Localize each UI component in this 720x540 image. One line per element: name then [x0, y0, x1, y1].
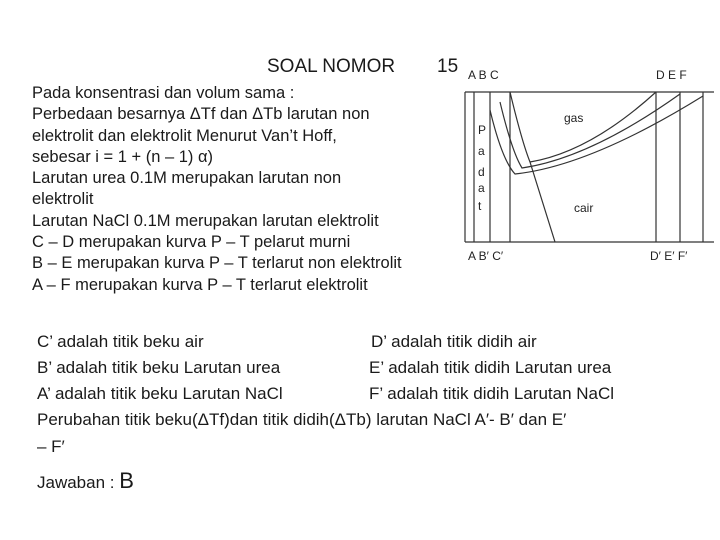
answer-line — [37, 468, 134, 494]
a-prime-text: A’ adalah titik beku Larutan NaCl — [37, 384, 283, 403]
text-line: elektrolit — [32, 190, 94, 209]
text-line: sebesar i = 1 + (n – 1) α) — [32, 147, 214, 166]
bottom-left-labels: A B′ C′ — [468, 249, 504, 263]
answer-label: Jawaban : — [37, 473, 120, 492]
y-axis-letter: d — [478, 165, 485, 179]
text-line: Larutan urea 0.1M merupakan larutan non — [32, 169, 342, 188]
change-line-continued: – F′ — [37, 437, 65, 456]
change-line: Perubahan titik beku(ΔTf)dan titik didih(ΔTb) larutan NaCl A′- B′ dan E′ — [37, 410, 567, 429]
y-axis-letter: a — [478, 181, 485, 195]
c-prime-text: C’ adalah titik beku air — [37, 332, 204, 351]
text-line: A – F merupakan kurva P – T terlarut elektrolit — [32, 275, 368, 294]
e-prime-text: E’ adalah titik didih Larutan urea — [369, 358, 612, 377]
text-line: Perbedaan besarnya ΔTf dan ΔTb larutan non — [32, 105, 370, 124]
gas-label: gas — [564, 111, 584, 125]
explanation-block — [32, 83, 402, 296]
text-line: C – D merupakan kurva P – T pelarut murni — [32, 233, 351, 252]
bottom-right-labels: D′ E′ F′ — [650, 249, 688, 263]
text-line: elektrolit dan elektrolit Menurut Van’t Hoff, — [32, 126, 337, 145]
text-line: B – E merupakan kurva P – T terlarut non elektrolit — [32, 254, 402, 273]
solid-liquid-line — [530, 162, 555, 242]
text-line: Larutan NaCl 0.1M merupakan larutan elektrolit — [32, 211, 379, 230]
question-number: 15 — [437, 56, 459, 77]
f-prime-text: F’ adalah titik didih Larutan NaCl — [369, 384, 615, 403]
y-axis-letter: P — [478, 123, 487, 137]
page-title: SOAL NOMOR — [267, 56, 396, 77]
text-line: Pada konsentrasi dan volum sama : — [32, 84, 295, 102]
b-prime-text: B’ adalah titik beku Larutan urea — [37, 358, 281, 377]
cair-label: cair — [574, 201, 594, 215]
d-prime-text: D’ adalah titik didih air — [371, 332, 537, 351]
top-left-labels: A B C — [468, 68, 499, 82]
curve-electrolyte — [490, 96, 703, 174]
curve-nonelectrolyte — [500, 94, 680, 168]
curve-pure-solvent — [510, 92, 656, 162]
top-right-labels: D E F — [656, 68, 687, 82]
y-axis-letter: t — [478, 199, 482, 213]
answer-value: B — [119, 468, 134, 493]
y-axis-letter: a — [478, 144, 485, 158]
phase-diagram — [460, 62, 714, 277]
